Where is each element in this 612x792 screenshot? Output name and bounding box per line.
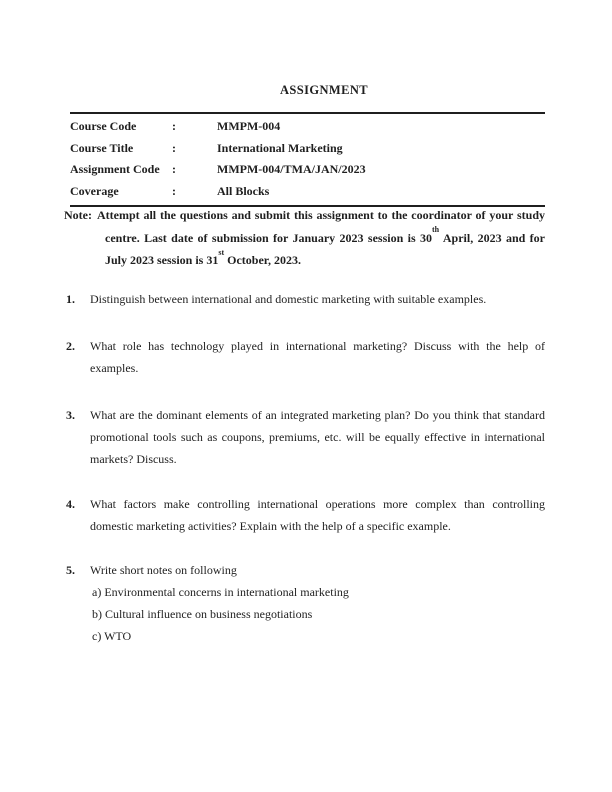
separator-colon: : (172, 119, 176, 134)
question-5-subitem-b: b) Cultural influence on business negotiations (92, 607, 313, 621)
table-row-course-code (70, 116, 545, 138)
table-row-course-title (70, 138, 545, 160)
table-row-assignment-code (70, 159, 545, 181)
coverage-label: Coverage (70, 183, 119, 198)
question-2-number: 2. (66, 339, 75, 353)
assignment-code-label: Assignment Code (70, 162, 160, 177)
question-3 (66, 404, 545, 470)
question-3-number: 3. (66, 408, 75, 422)
note-paragraph (64, 204, 545, 272)
ordinal-superscript-th: th (432, 225, 440, 234)
note-label: Note: (64, 208, 92, 222)
question-3-text: What are the dominant elements of an integrated marketing plan? Do you think that standard promotional tools such as coupons, premiums, etc. will be equally effective in international markets? Discuss. (90, 408, 545, 466)
question-5 (66, 559, 545, 647)
question-5-subitem-c: c) WTO (92, 629, 132, 643)
question-1-number: 1. (66, 292, 75, 306)
table-row-coverage (70, 181, 545, 203)
course-code-label: Course Code (70, 119, 137, 134)
question-2-text: What role has technology played in international marketing? Discuss with the help of examples. (90, 339, 545, 375)
question-1-text: Distinguish between international and domestic marketing with suitable examples. (90, 292, 487, 306)
question-5-number: 5. (66, 563, 75, 577)
question-4-text: What factors make controlling international operations more complex than controlling domestic marketing activities? Explain with the help of a specific example. (90, 497, 545, 533)
note-text-part1: Attempt all the questions and submit this assignment to the coordinator of your study centre. Last date of submission for January 2023 session is 30 (96, 208, 545, 245)
course-code-value: MMPM-004 (217, 119, 281, 134)
question-5-subitem-a: a) Environmental concerns in international marketing (92, 585, 349, 599)
question-4 (66, 493, 545, 537)
separator-colon: : (172, 183, 176, 198)
ordinal-superscript-st: st (218, 247, 225, 257)
course-info-table (70, 112, 545, 207)
question-2 (66, 335, 545, 379)
question-4-number: 4. (66, 497, 75, 511)
coverage-value: All Blocks (217, 183, 270, 198)
assignment-code-value: MMPM-004/TMA/JAN/2023 (217, 162, 366, 177)
note-text-part2: April, 2023 and for July 2023 session is 31 (105, 230, 545, 267)
separator-colon: : (172, 162, 176, 177)
separator-colon: : (172, 140, 176, 155)
course-title-label: Course Title (70, 140, 134, 155)
question-1 (66, 288, 545, 310)
note-text-part3: October, 2023. (224, 253, 302, 267)
question-5-text: Write short notes on following (90, 563, 237, 577)
course-title-value: International Marketing (217, 140, 343, 155)
page-title: ASSIGNMENT (279, 83, 369, 97)
